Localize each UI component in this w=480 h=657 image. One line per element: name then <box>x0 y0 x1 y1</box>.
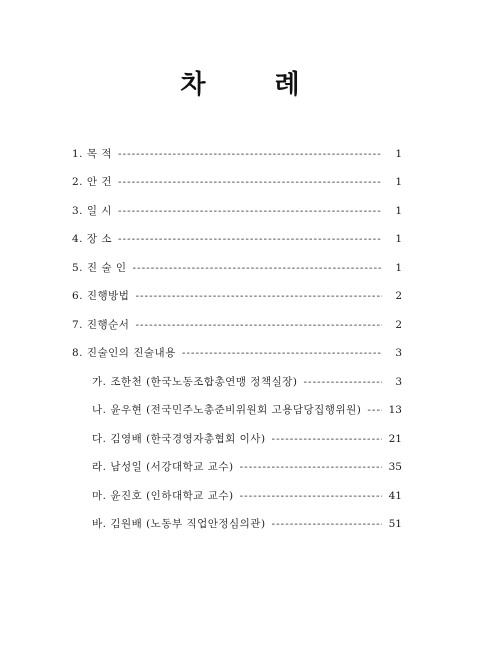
toc-subitem-page: 41 <box>388 490 402 502</box>
toc-leader <box>272 433 382 445</box>
toc-subitem[interactable] <box>92 374 402 390</box>
toc-leader <box>182 347 382 359</box>
toc-item[interactable] <box>72 288 402 304</box>
toc-item-page: 1 <box>395 262 402 274</box>
toc-leader <box>135 290 382 302</box>
toc-subitem-page: 13 <box>388 404 402 416</box>
toc-subitem-page: 21 <box>388 433 402 445</box>
toc-leader <box>135 319 382 331</box>
toc-subitem-label: 나. 윤우현 (전국민주노총준비위원회 고용담당집행위원) <box>92 404 362 416</box>
toc-subitem-page: 3 <box>395 376 402 388</box>
page-title: 차 례 <box>180 70 330 100</box>
toc-leader <box>240 490 382 502</box>
toc-item[interactable] <box>72 146 402 162</box>
toc-leader <box>132 262 382 274</box>
toc-subitem[interactable] <box>92 431 402 447</box>
toc-item-label: 1. 목 적 <box>72 148 112 160</box>
toc-item-page: 3 <box>395 347 402 359</box>
toc-item[interactable] <box>72 174 402 190</box>
toc-subitem-page: 51 <box>388 518 402 530</box>
toc-subitem[interactable] <box>92 402 402 418</box>
toc-item-label: 3. 일 시 <box>72 205 112 217</box>
toc-item-page: 1 <box>395 148 402 160</box>
toc-item-page: 2 <box>395 290 402 302</box>
toc-subitem-page: 35 <box>388 461 402 473</box>
toc-subitem[interactable] <box>92 459 402 475</box>
toc-item[interactable] <box>72 203 402 219</box>
toc-item-page: 1 <box>395 205 402 217</box>
toc-leader <box>240 461 382 473</box>
toc-item-page: 1 <box>395 176 402 188</box>
toc-subitem-label: 바. 김원배 (노동부 직업안정심의관) <box>92 518 266 530</box>
toc-subitem[interactable] <box>92 516 402 532</box>
toc-item-page: 2 <box>395 319 402 331</box>
toc-item-label: 5. 진 술 인 <box>72 262 127 274</box>
toc-item-label: 7. 진행순서 <box>72 319 130 331</box>
toc-item-label: 4. 장 소 <box>72 233 112 245</box>
toc-leader <box>367 404 382 416</box>
toc-leader <box>118 233 382 245</box>
toc-item-label: 2. 안 건 <box>72 176 112 188</box>
toc-subitem-label: 가. 조한천 (한국노동조합총연맹 정책실장) <box>92 376 298 388</box>
toc-subitem-label: 다. 김영배 (한국경영자총협회 이사) <box>92 433 266 445</box>
toc-item-label: 6. 진행방법 <box>72 290 130 302</box>
toc-item-page: 1 <box>395 233 402 245</box>
toc-item[interactable] <box>72 231 402 247</box>
toc-leader <box>118 148 382 160</box>
toc-item-label: 8. 진술인의 진술내용 <box>72 347 176 359</box>
toc-subitem[interactable] <box>92 488 402 504</box>
toc-subitem-label: 라. 남성일 (서강대학교 교수) <box>92 461 234 473</box>
toc-leader <box>272 518 382 530</box>
toc-leader <box>118 176 382 188</box>
toc-subitem-label: 마. 윤진호 (인하대학교 교수) <box>92 490 234 502</box>
toc-leader <box>303 376 382 388</box>
toc-item[interactable] <box>72 260 402 276</box>
toc-item[interactable] <box>72 317 402 333</box>
toc-item[interactable] <box>72 345 402 361</box>
toc-leader <box>118 205 382 217</box>
